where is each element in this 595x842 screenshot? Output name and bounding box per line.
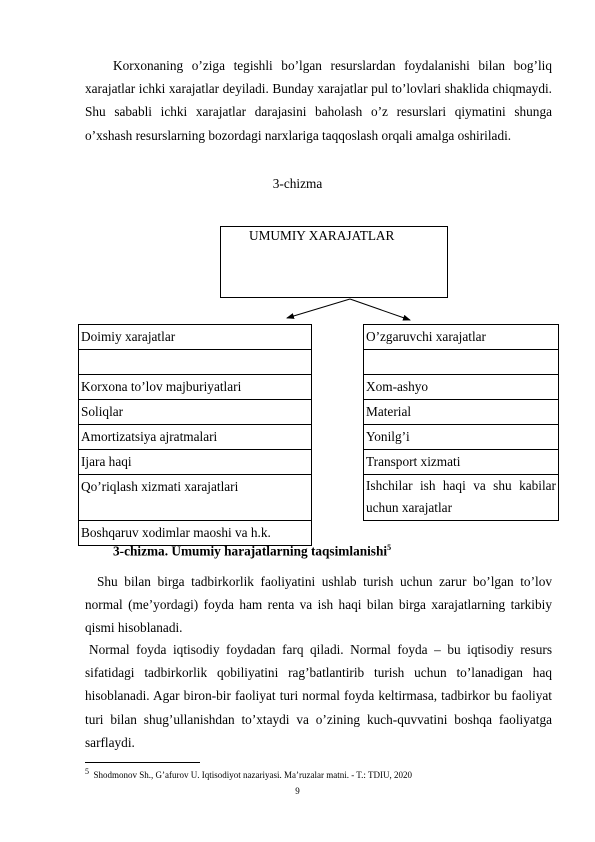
figure-caption [113,543,391,559]
footnote-text: Shodmonov Sh., G’afurov U. Iqtisodiyot nazariyasi. Ma’ruzalar matni. - T.: TDIU, 2020 [93,770,412,780]
fixed-costs-table [78,324,312,546]
intro-paragraph: Korxonaning o’ziga tegishli bo’lgan resurslardan foydalanishi bilan bog’liq xarajatlar ichki xarajatlar deyiladi. Bunday xarajatlar pul to’lovlari shaklida chiqmaydi. Shu sababli ichki xarajatlar darajasini baholash o’z resurslari qiymatini shunga o’xshash resurslarning bozordagi narxlariga taqqoslash orqali amalga oshiriladi. [85,58,552,143]
variable-costs-header: O’zgaruvchi xarajatlar [364,325,559,350]
fixed-costs-item: Ijara haqi [79,450,312,475]
footnote [85,767,412,780]
fixed-costs-item: Qo’riqlash xizmati xarajatlari [79,475,312,521]
arrow-to-fixed [287,299,350,318]
figure-label: 3-chizma [272,176,323,191]
fixed-costs-header: Doimiy xarajatlar [79,325,312,350]
fixed-costs-item: Soliqlar [79,400,312,425]
arrow-to-variable [350,299,410,320]
footnote-mark: 5 [85,767,89,776]
paragraph-normal-profit-definition: Normal foyda iqtisodiy foydadan farq qiladi. Normal foyda – bu iqtisodiy resurs sifatidagi tadbirkorlik qobiliyatini rag’batlantirib turish uchun to’lanadigan haq hisoblanadi. Agar biron-bir faoliyat turi normal foyda keltirmasa, tadbirkor bu faoliyat turi bilan shug’ullanishdan to’xtaydi va o’zining kuch-quvvatini boshqa faoliyatga sarflaydi. [85,642,552,750]
footnote-separator [85,762,200,763]
variable-costs-item: Yonilg’i [364,425,559,450]
variable-costs-item: Ishchilar ish haqi va shu kabilar uchun xarajatlar [364,475,559,521]
variable-costs-item: Xom-ashyo [364,375,559,400]
page-number: 9 [295,786,300,796]
fixed-costs-item: Boshqaruv xodimlar maoshi va h.k. [79,521,312,546]
figure-caption-text: 3-chizma. Umumiy harajatlarning taqsimlanishi [113,543,388,559]
paragraph-normal-profit-cost: Shu bilan birga tadbirkorlik faoliyatini ushlab turish uchun zarur bo’lgan to’lov normal (me’yordagi) foyda ham renta va ish haqi bilan birga xarajatlarning tarkibiy qismi hisoblanadi. [85,574,552,636]
variable-costs-item [364,350,559,375]
variable-costs-item: Material [364,400,559,425]
total-costs-label: UMUMIY XARAJATLAR [249,228,395,243]
variable-costs-item: Transport xizmati [364,450,559,475]
footnote-reference: 5 [387,543,392,552]
fixed-costs-item: Korxona to’lov majburiyatlari [79,375,312,400]
fixed-costs-item [79,350,312,375]
fixed-costs-item: Amortizatsiya ajratmalari [79,425,312,450]
variable-costs-table [363,324,559,521]
